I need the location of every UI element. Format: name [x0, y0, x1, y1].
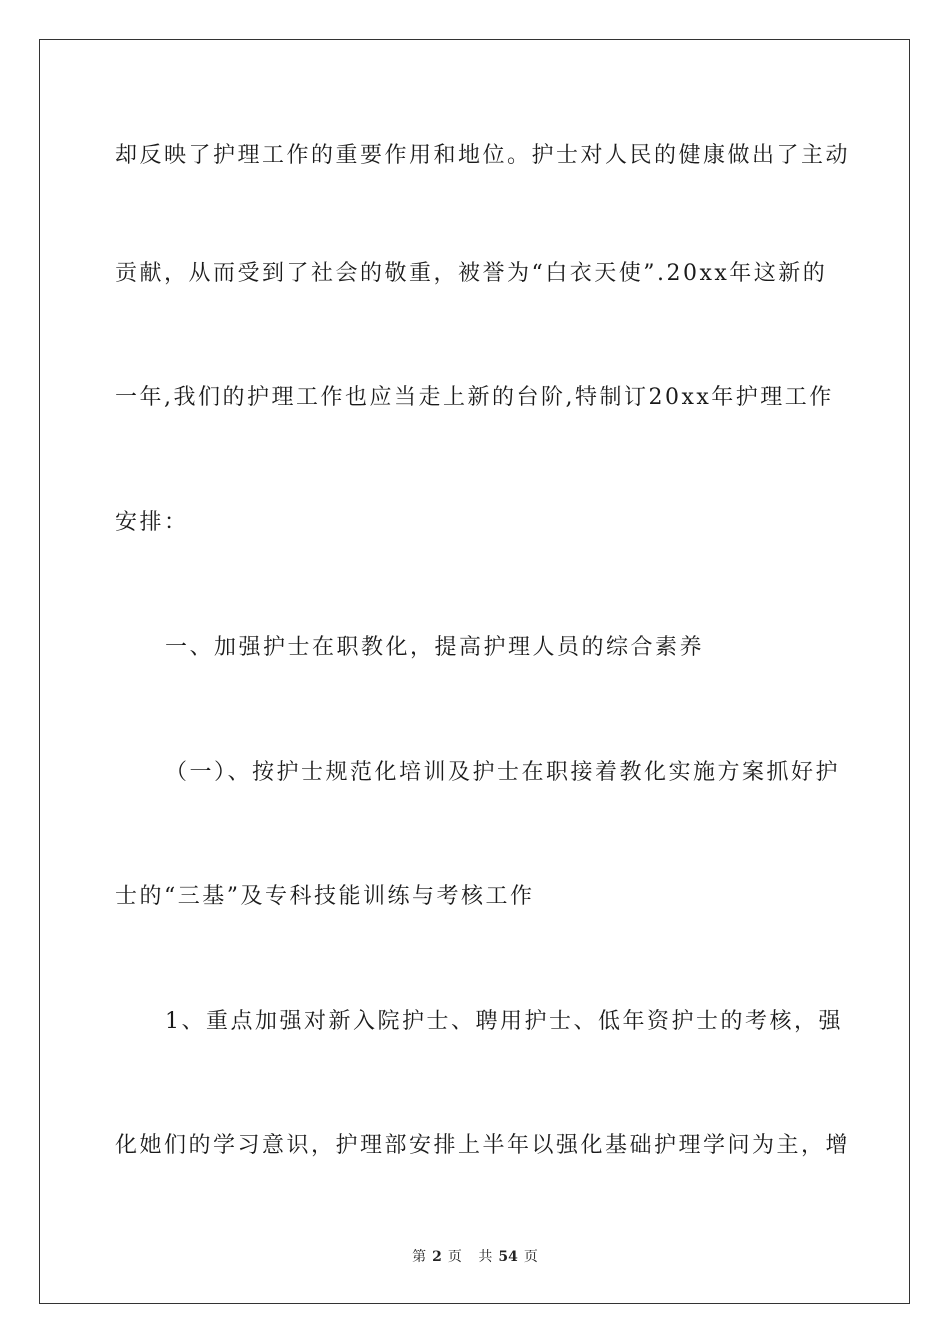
page-total: 共 54 页 [478, 1249, 538, 1265]
page-footer [0, 1246, 950, 1266]
text-line: 化她们的学习意识，护理部安排上半年以强化基础护理学问为主，增 [115, 1133, 851, 1158]
section-heading: 一、加强护士在职教化，提高护理人员的综合素养 [165, 635, 705, 660]
list-item: 1、重点加强对新入院护士、聘用护士、低年资护士的考核，强 [165, 1009, 843, 1034]
text-line: 贡献，从而受到了社会的敬重，被誉为“白衣天使”.20xx年这新的 [115, 261, 828, 286]
subsection-heading: （一）、按护士规范化培训及护士在职接着教化实施方案抓好护 [165, 760, 841, 785]
page-border [39, 39, 910, 1304]
text-line: 一年,我们的护理工作也应当走上新的台阶,特制订20xx年护理工作 [115, 385, 834, 410]
page-number: 第 2 页 [412, 1249, 462, 1265]
text-line: 士的“三基”及专科技能训练与考核工作 [115, 884, 535, 909]
text-line: 却反映了护理工作的重要作用和地位。护士对人民的健康做出了主动 [115, 143, 851, 168]
text-line: 安排： [115, 510, 189, 535]
